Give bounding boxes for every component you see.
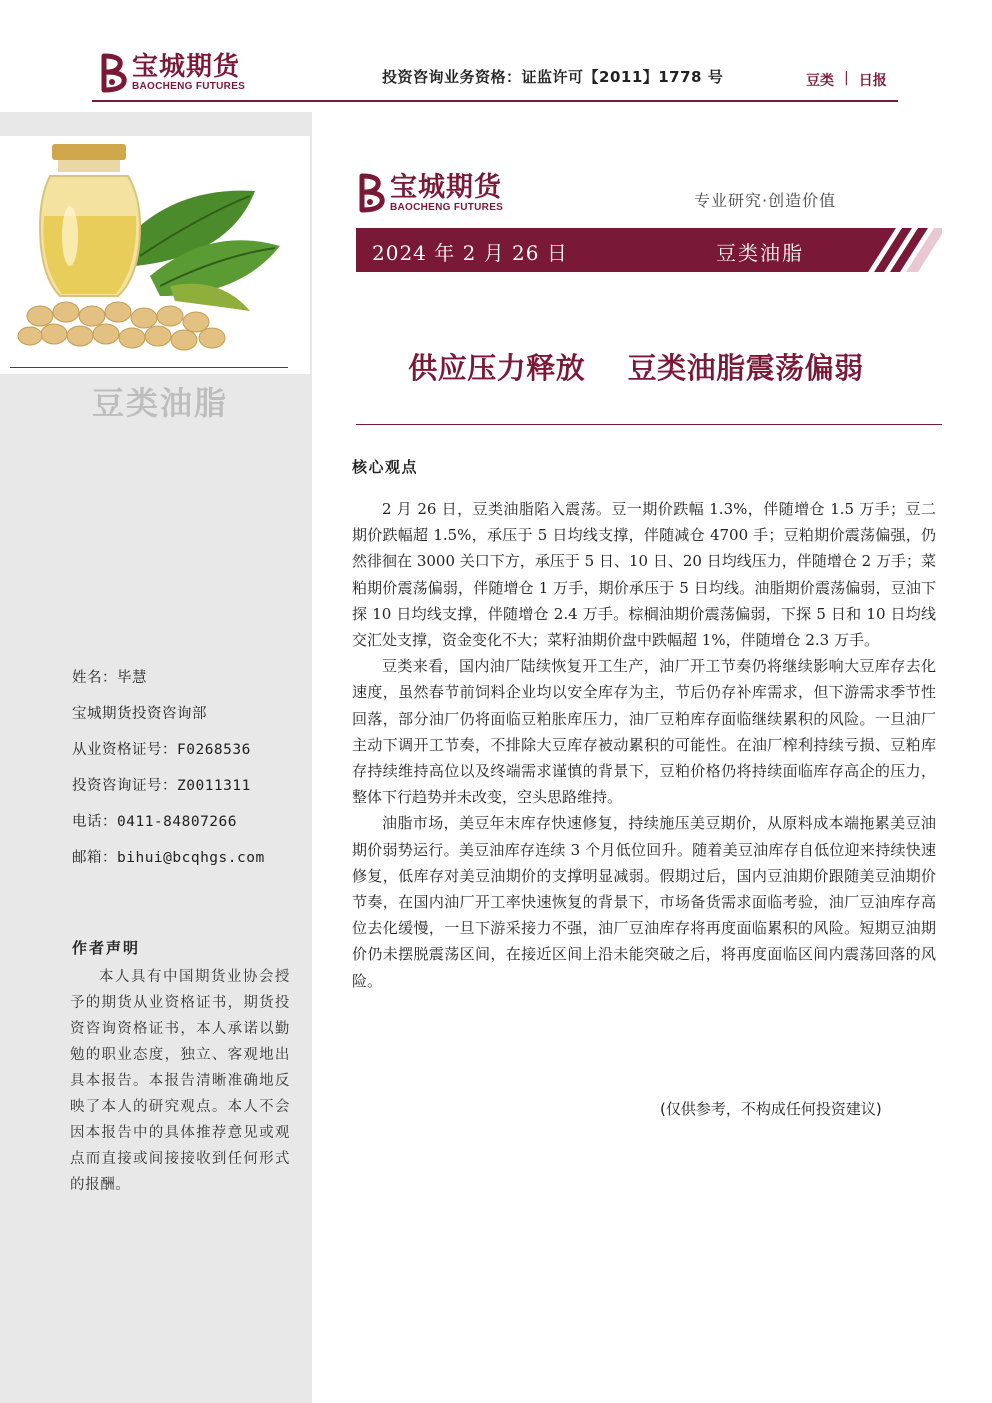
logo-cn-text: 宝城期货 — [132, 52, 241, 82]
tag-category: 豆类 — [806, 73, 834, 89]
date-banner — [356, 228, 942, 272]
body-paragraph: 油脂市场，美豆年末库存快速修复，持续施压美豆期价，从原料成本端拖累美豆油期价弱势运行。美豆油库存连续 3 个月低位回升。随着美豆油库存自低位迎来持续快速修复，低库存对美豆油期价的支撑明显减弱。假期过后，国内豆油期价跟随美豆油期价节奏，在国内油厂开工率快速恢复的背景下，市场备货需求面临考验，油厂豆油库存高位去化缓慢，一旦下游采接力不强，油厂豆油库存将再度面临累积的风险。短期豆油期价仍未摆脱震荡区间，在接近区间上沿未能突破之后，将再度面临区间内震荡回落的风险。 — [352, 814, 936, 990]
main-logo-cn-text: 宝城期货 — [390, 171, 502, 203]
main-logo-en-text: BAOCHENG FUTURES — [390, 201, 504, 213]
cover-image-rule — [10, 367, 288, 368]
report-tags — [806, 70, 887, 90]
slogan: 专业研究·创造价值 — [694, 191, 837, 210]
oil-jar-soybeans-image — [0, 136, 310, 366]
main-logo[interactable] — [356, 172, 503, 214]
report-headline: 供应压力释放 豆类油脂震荡偏弱 — [408, 351, 864, 385]
license-text: 投资咨询业务资格：证监许可【2011】1778 号 — [382, 68, 724, 86]
cover-image-card — [0, 136, 310, 374]
body-paragraph: 2 月 26 日，豆类油脂陷入震荡。豆一期价跌幅 1.3%，伴随增仓 1.5 万手；豆二期价跌幅超 1.5%，承压于 5 日均线支撑，伴随减仓 4700 手；豆粕期价震荡偏强，仍然徘徊在 3000 关口下方，承压于 5 日、10 日、20 日均线压力，伴随增仓 2 万手；菜粕期价震荡偏弱，伴随增仓 1 万手，期价承压于 5 日均线。油脂期价震荡偏弱，豆油下探 10 日均线支撑，伴随增仓 2.4 万手。棕榈油期价震荡偏弱，下探 5 日和 10 日均线交汇处支撑，资金变化不大；菜籽油期价盘中跌幅超 1%，伴随增仓 2.3 万手。 — [352, 500, 936, 650]
author-dept: 宝城期货投资咨询部 — [72, 706, 207, 722]
author-qualification: 从业资格证号：F0268536 — [72, 742, 251, 758]
logo-en-text: BAOCHENG FUTURES — [132, 81, 246, 92]
header-logo[interactable] — [98, 52, 245, 94]
declaration-title: 作者声明 — [72, 939, 141, 957]
sidebar-category: 豆类油脂 — [92, 384, 229, 422]
baocheng-logo-icon — [98, 52, 128, 94]
author-name: 姓名：毕慧 — [72, 670, 147, 686]
headline-rule — [356, 424, 942, 425]
author-phone: 电话：0411-84807266 — [72, 814, 237, 830]
report-body — [352, 496, 936, 994]
tag-separator: | — [844, 70, 849, 86]
banner-category: 豆类油脂 — [716, 241, 804, 265]
baocheng-logo-icon — [356, 172, 386, 214]
author-email[interactable]: 邮箱：bihui@bcqhgs.com — [72, 850, 265, 866]
report-date: 2024 年 2 月 26 日 — [372, 241, 568, 265]
top-header — [0, 0, 992, 110]
author-consult-license: 投资咨询证号：Z0011311 — [72, 778, 251, 794]
section-title: 核心观点 — [352, 458, 419, 476]
left-sidebar — [0, 112, 312, 1403]
disclaimer: (仅供参考，不构成任何投资建议) — [660, 1100, 882, 1118]
tag-type: 日报 — [858, 73, 887, 89]
declaration-text: 本人具有中国期货业协会授予的期货从业资格证书，期货投资咨询资格证书，本人承诺以勤勉的职业态度，独立、客观地出具本报告。本报告清晰准确地反映了本人的研究观点。本人不会因本报告中的具体推荐意见或观点而直接或间接接收到任何形式的报酬。 — [70, 969, 290, 1193]
header-rule — [92, 100, 898, 102]
author-info — [72, 668, 265, 884]
body-paragraph: 豆类来看，国内油厂陆续恢复开工生产，油厂开工节奏仍将继续影响大豆库存去化速度，虽然春节前饲料企业均以安全库存为主，节后仍存补库需求，但下游需求季节性回落，部分油厂仍将面临豆粕胀库压力，油厂豆粕库存面临继续累积的风险。一旦油厂主动下调开工节奏，不排除大豆库存被动累积的可能性。在油厂榨利持续亏损、豆粕库存持续维持高位以及终端需求谨慎的背景下，豆粕价格仍将持续面临库存高企的压力，整体下行趋势并未改变，空头思路维持。 — [352, 657, 936, 807]
